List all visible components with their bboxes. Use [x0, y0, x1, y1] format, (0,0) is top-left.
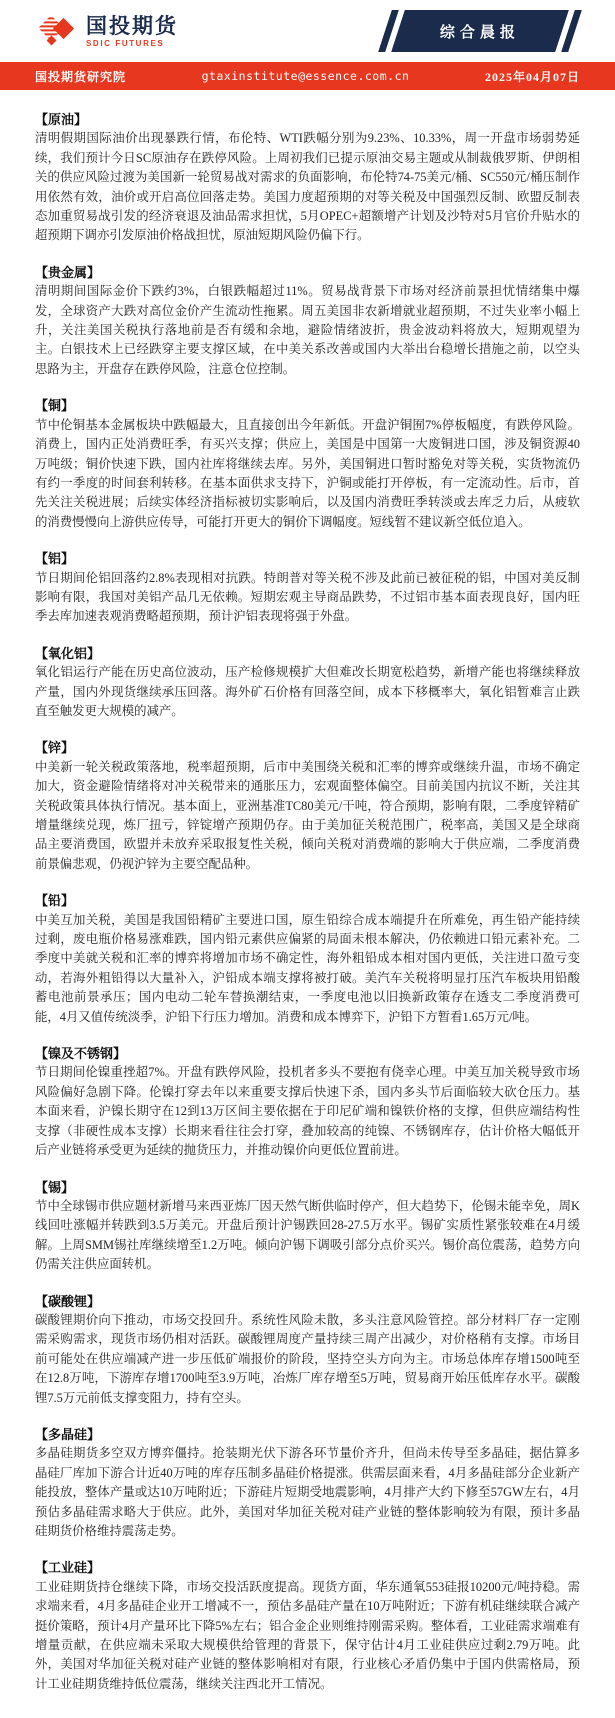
section-title: 【工业硅】: [35, 1560, 101, 1576]
section-body: 碳酸锂期价向下推动，市场交投回升。系统性风险未散，多头注意风险管控。部分材料厂存一定刚需采购需求，现货市场仍相对活跃。碳酸锂周度产量持续三周产出减少，对价格稍有支撑。市场目前可能处在供应端减产进一步压低矿端报价的阶段，坚持空头方向为主。市场总体库存增1500吨至在12.8万吨，下游库存增1700吨至3.9万吨，冶炼厂库存增至5万吨，贸易商开始压低库存水平。碳酸锂7.5万元前低支撑变阻力，持有空头。: [35, 1312, 580, 1405]
report-date: 2025年04月07日: [484, 69, 580, 84]
section-title: 【多晶硅】: [35, 1426, 101, 1442]
section-title: 【铝】: [35, 551, 75, 567]
section-body: 中美新一轮关税政策落地，税率超预期，后市中美围绕关税和汇率的博弈或继续升温，市场不确定加大，资金避险情绪将对冲关税带来的通胀压力，宏观面整体偏空。目前美国内抗议不断，关注其关税政策具体执行情况。基本面上，亚洲基准TC80美元/干吨，符合预期，影响有限，二季度锌精矿增量继续兑现，炼厂扭亏，锌锭增产预期仍存。由于美加征关税范围广，税率高，美国又是全球商品主要消费国，欧盟并未放弃采取报复性关税，倾向关税对消费端的影响大于供应端，二季度消费前景偏悲观，仍视沪锌为主要空配品种。: [35, 759, 580, 871]
section-body: 中美互加关税，美国是我国铅精矿主要进口国，原生铅综合成本端提升在所难免，再生铅产能持续过剩，废电瓶价格易涨难跌，国内铅元素供应偏紧的局面未根本解决，仍依赖进口铅元素补充。二季度中美就关税和汇率的博弈将增加市场不确定性，海外粗铅成本相对国内更低，关注进口盈亏变动，若海外粗铅得以大量补入，沪铅成本端支撑将被打破。美汽车关税将明显打压汽车板块用铅酸蓄电池前景承压；国内电动二轮车替换潮结束，一季度电池以旧换新政策存在透支二季度消费可能，4月又值传统淡季，沪铅下行压力增加。消费和成本博弈下，沪铅下方暂看1.65万元/吨。: [35, 912, 580, 1024]
section-nickel-stainless: [35, 1044, 580, 1160]
brand-name-cn: 国投期货: [86, 15, 178, 38]
section-copper: [35, 396, 580, 532]
contact-email[interactable]: gtaxinstitute@essence.com.cn: [201, 69, 410, 83]
sdic-diamond-logo-icon: [34, 13, 78, 51]
section-lead: [35, 891, 580, 1027]
section-body: 氧化铝运行产能在历史高位波动，压产检修规模扩大但难改长期宽松趋势，新增产能也将继续释放产量，国内外现货继续承压回落。海外矿石价格有回落空间，成本下移概率大，氧化铝暂难言止跌直至触发更大规模的减产。: [35, 665, 580, 718]
section-body: 清明假期国际油价出现暴跌行情，布伦特、WTI跌幅分别为9.23%、10.33%，周一开盘市场弱势延续，我们预计今日SC原油存在跌停风险。上周初我们已提示原油交易主题或从制裁俄罗斯、伊朗相关的供应风险过渡为美国新一轮贸易战对需求的负面影响，布伦特74-75美元/桶、SC550元/桶压制作用依然有效，油价或开启高位回落走势。美国力度超预期的对等关税及中国强烈反制、欧盟反制表态加重贸易战引发的经济衰退及油品需求担忧，5月OPEC+超额增产计划及沙特对5月官价升贴水的超预期下调亦引发原油价格战担忧，原油短期风险仍偏下行。: [35, 131, 580, 243]
brand-name-en: SDIC FUTURES: [86, 39, 165, 48]
section-body: 清明期间国际金价下跌约3%，白银跌幅超过11%。贸易战背景下市场对经济前景担忧情绪集中爆发，全球资产大跌对高位金价产生流动性拖累。周五美国非农新增就业超预期，不过失业率小幅上升，关注美国关税执行落地前是否有缓和余地，避险情绪波折，贵金波动料将放大，短期观望为主。白银技术上已经跌穿主要支撑区域，在中美关系改善或国内大举出台稳增长措施之前，以空头思路为主，开盘存在跌停风险，注意仓位控制。: [35, 284, 580, 376]
section-tin: [35, 1178, 580, 1275]
section-precious-metals: [35, 263, 580, 379]
logo-text: [86, 16, 178, 48]
banner-body: [391, 10, 569, 52]
report-content: [0, 90, 615, 1718]
section-body: 节中伦铜基本金属板块中跌幅最大，且直接创出今年新低。开盘沪铜囿7%停板幅度，有跌停风险。消费上，国内正处消费旺季，有买兴支撑；供应上，美国是中国第一大废铜进口国，涉及铜资源40万吨级；铜价快速下跌，国内社库将继续去库。另外，美国铜进口暂时豁免对等关税，实货物流仍有约一季度的时间套利转移。在基本面供求支持下，沪铜或能打开停板，有一定流动性。后市，首先关注关税进展；后续实体经济指标被切实影响后，以及国内消费旺季转淡或去库乏力后，从疲软的消费慢慢向上游供应传导，可能打开更大的铜价下调幅度。短线暂不建议新空低位追入。: [35, 417, 580, 529]
section-title: 【镍及不锈钢】: [35, 1046, 127, 1062]
section-body: 节日期间伦铝回落约2.8%表现相对抗跌。特朗普对等关税不涉及此前已被征税的铝，中国对美反制影响有限，我国对美铝产品几无依赖。短期宏观主导商品跌势，不过铝市基本面表现良好，国内旺季去库加速表观消费略超预期，预计沪铝表现将强于外盘。: [35, 570, 580, 624]
section-title: 【氧化铝】: [35, 645, 101, 661]
company-logo: [34, 13, 178, 51]
section-title: 【锌】: [35, 740, 75, 756]
report-header: [0, 0, 615, 62]
section-body: 节日期间伦镍重挫超7%。开盘有跌停风险，投机者多头不要抱有侥幸心理。中美互加关税导致市场风险偏好急剧下降。伦镍打穿去年以来重要支撑后快速下杀，国内多头节后面临较大砍仓压力。基本面来看，沪镍长期守在12到13万区间主要依据在于印尼矿端和镍铁价格的支撑，但供应端结构性支撑（非硬性成本支撑）长期来看往往会打穿，叠加较高的纯镍、不锈钢库存，估计价格大幅低开后产业链将承受更为延续的抛货压力，并推动镍价向更低位置前进。: [35, 1065, 580, 1158]
section-title: 【锡】: [35, 1179, 75, 1195]
section-aluminum: [35, 549, 580, 627]
section-polysilicon: [35, 1425, 580, 1541]
research-institute-label: 国投期货研究院: [35, 69, 127, 84]
info-bar: [0, 62, 615, 90]
section-title: 【碳酸锂】: [35, 1293, 101, 1309]
section-alumina: [35, 644, 580, 722]
section-body: 工业硅期货持仓继续下降，市场交投活跃度提高。现货方面，华东通氧553硅报10200元/吨持稳。需求端来看，4月多晶硅企业开工增减不一，预估多晶硅产量在10万吨附近；下游有机硅继续联合减产挺价策略，预计4月产量环比下降5%左右；铝合金企业则维持刚需采购。整体看，工业硅需求端难有增量贡献，在供应端未采取大规模供给管理的背景下，保守估计4月工业硅供应过剩2.79万吨。此外，美国对华加征关税对硅产业链的整体影响相对有限，行业核心矛盾仍集中于国内供需格局，预计工业硅期货维持低位震荡，继续关注西北开工情况。: [35, 1579, 580, 1691]
section-body: 节中全球锡市供应题材新增马来西亚炼厂因天然气断供临时停产，但大趋势下，伦锡未能幸免，周K线回吐涨幅并转跌到3.5万美元。开盘后预计沪锡跌回28-27.5万水平。锡矿实质性紧张较难在4月缓解。上周SMM锡社库继续增至1.2万吨。倾向沪锡下调吸引部分点价买兴。锡价高位震荡，趋势方向仍需关注供应面转机。: [35, 1198, 580, 1272]
section-title: 【原油】: [35, 112, 88, 127]
section-body: 多晶硅期货多空双方博弈僵持。抢装期光伏下游各环节量价齐升，但尚未传导至多晶硅，据估算多晶硅厂库加下游合计近40万吨的库存压制多晶硅价格提涨。供需层面来看，4月多晶硅部分企业新产能投放，整体产量或达10万吨附近；下游硅片短期受地震影响，4月排产大约下修至57GW左右，4月预估多晶硅需求略大于供应。此外，美国对华加征关税对硅产业链的整体影响较为有限，预计多晶硅期货价格维持震荡走势。: [35, 1446, 580, 1538]
report-type-banner: [385, 10, 575, 52]
section-title: 【铅】: [35, 893, 75, 909]
section-industrial-silicon: [35, 1558, 580, 1694]
section-lithium-carbonate: [35, 1292, 580, 1408]
banner-title: 综合晨报: [439, 24, 520, 41]
section-crude-oil: [35, 110, 580, 246]
section-zinc: [35, 738, 580, 874]
section-title: 【铜】: [35, 398, 75, 414]
section-title: 【贵金属】: [35, 264, 101, 280]
